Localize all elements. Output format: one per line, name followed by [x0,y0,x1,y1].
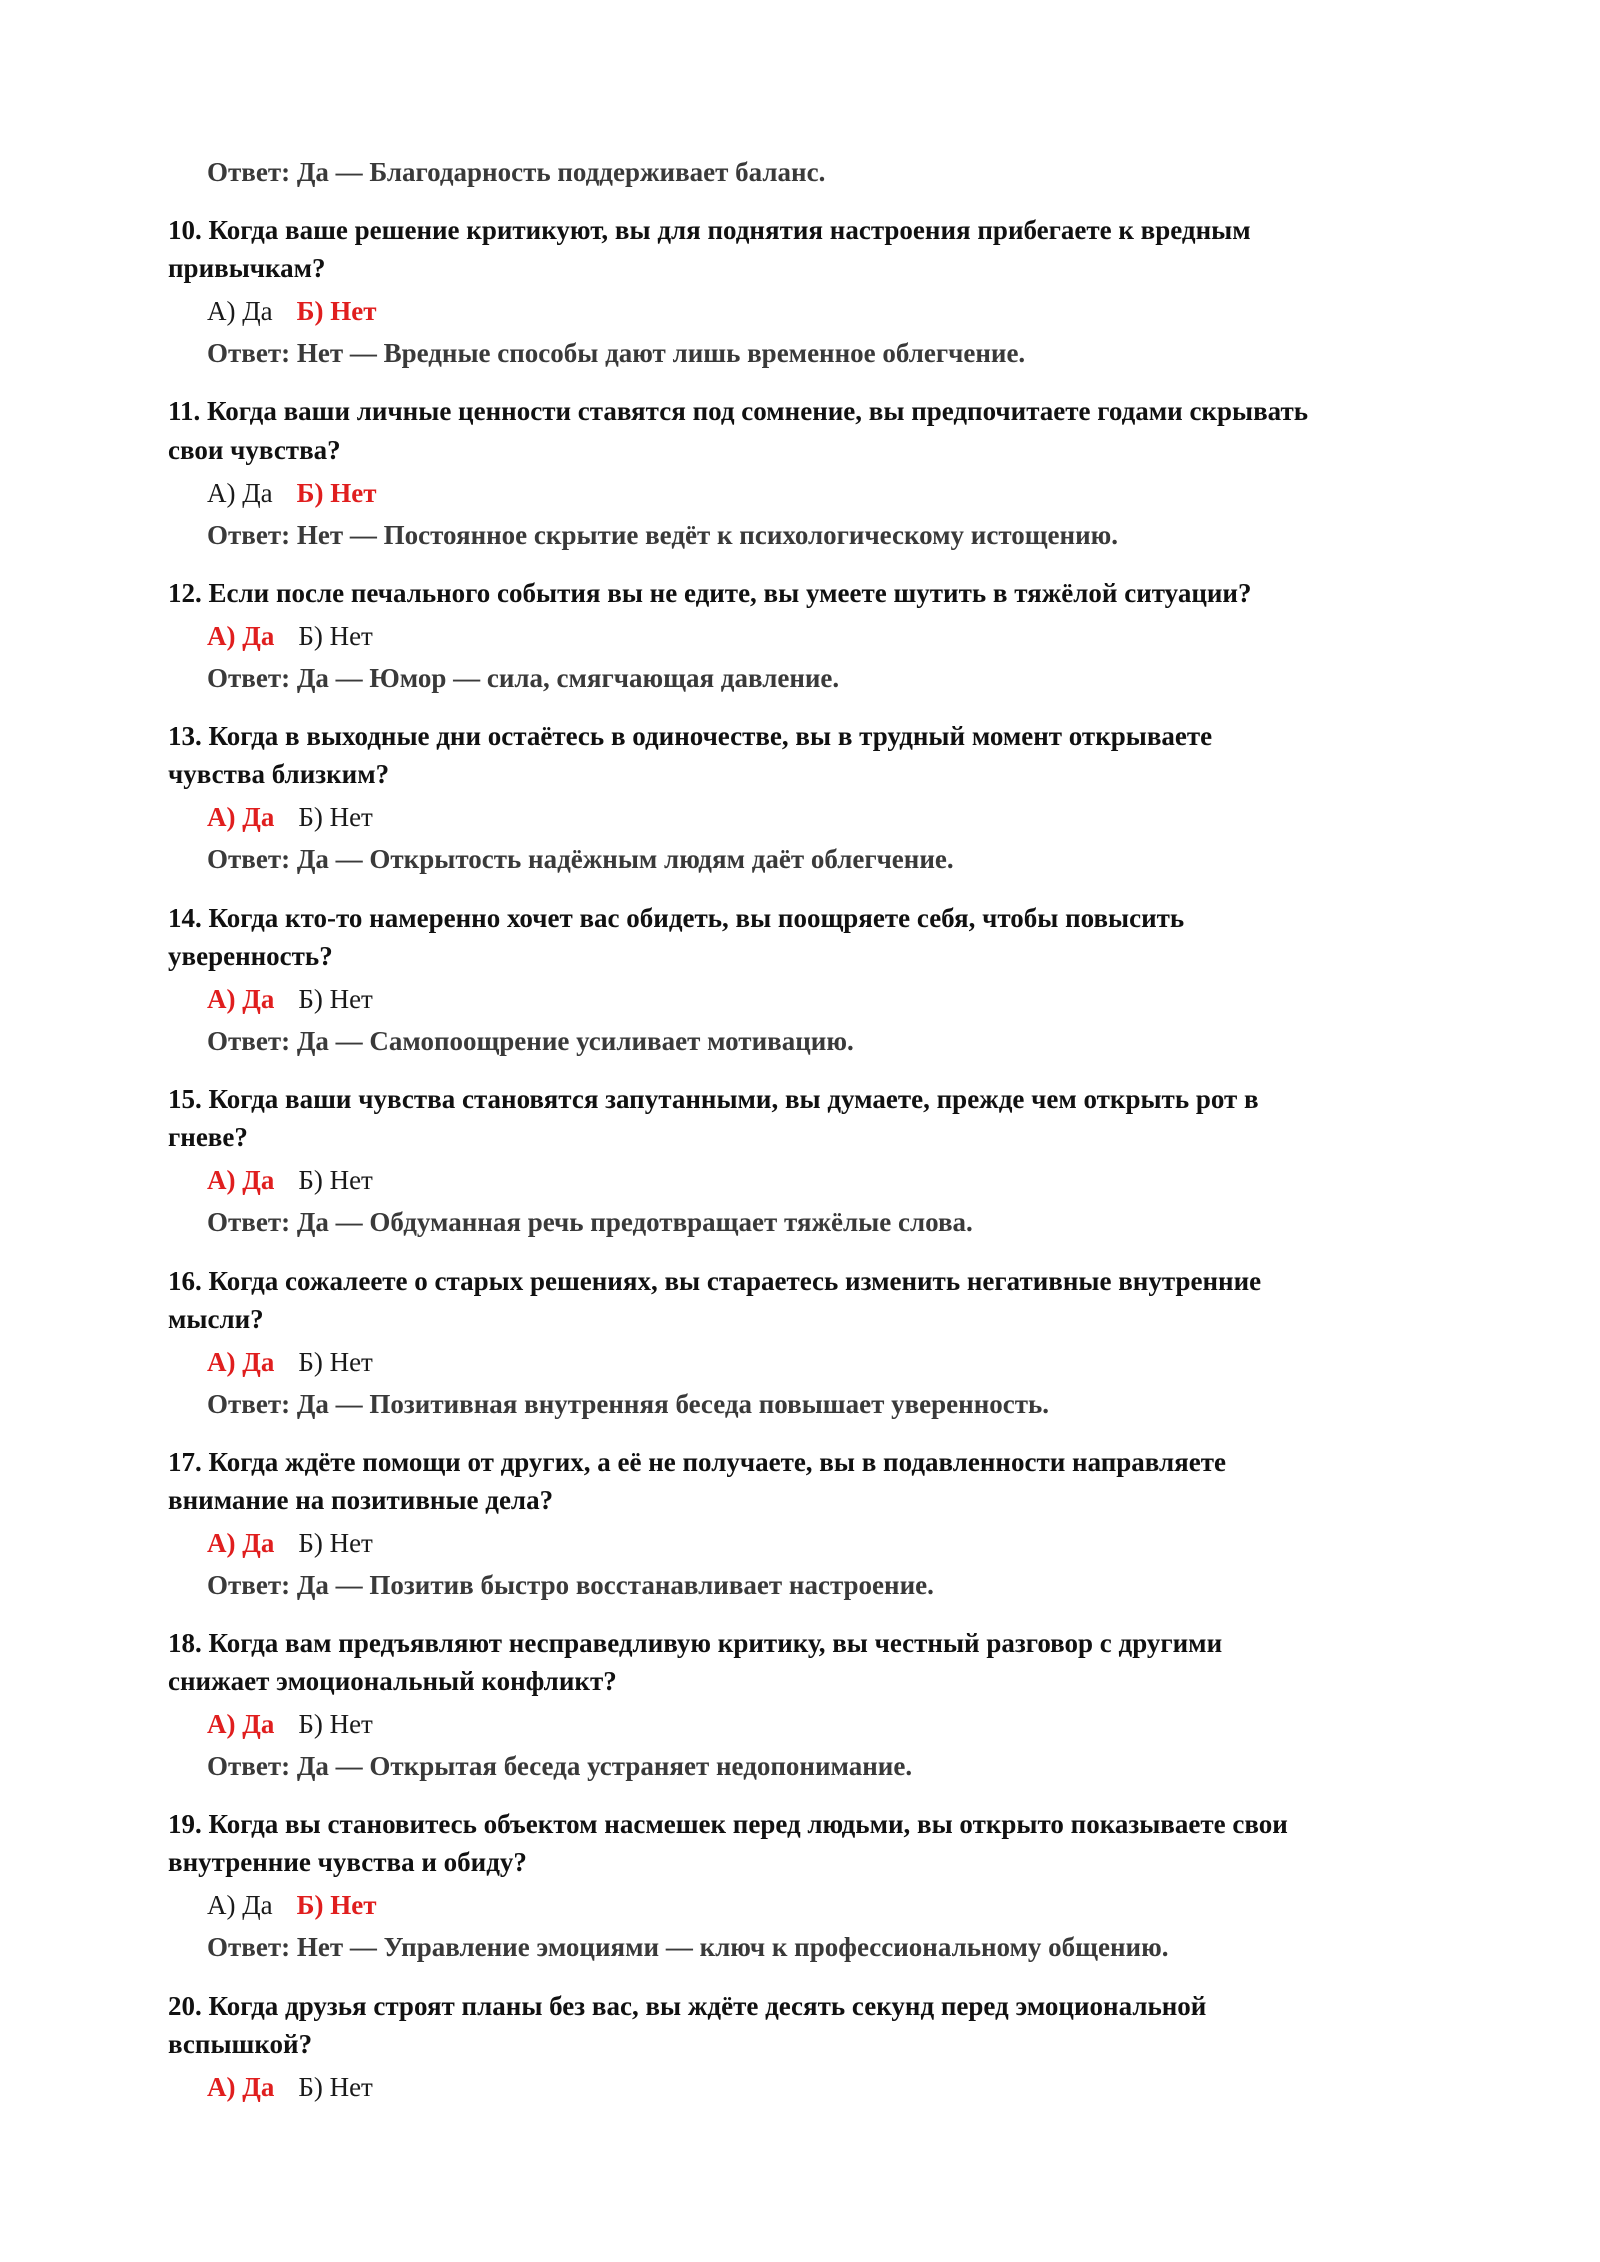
question-17-line-2: внимание на позитивные дела? [168,1485,554,1515]
question-13-line-2: чувства близким? [168,759,390,789]
question-14-line-1: 14. Когда кто-то намеренно хочет вас обидеть, вы поощряете себя, чтобы повысить [168,903,1185,933]
question-10-line-2: привычкам? [168,253,326,283]
question-11-line-2: свои чувства? [168,435,341,465]
question-13-line-1: 13. Когда в выходные дни остаётесь в одиночестве, вы в трудный момент открываете [168,721,1213,751]
question-12-line-1: 12. Если после печального события вы не едите, вы умеете шутить в тяжёлой ситуации? [168,578,1252,608]
options-17 [207,1526,373,1560]
question-16-line-1: 16. Когда сожалеете о старых решениях, вы стараетесь изменить негативные внутренние [168,1266,1262,1296]
option-b-13: Б) Нет [298,802,373,832]
option-a-18-correct: А) Да [207,1709,275,1739]
option-b-18: Б) Нет [298,1709,373,1739]
answer-explanation-13: Ответ: Да — Открытость надёжным людям даёт облегчение. [207,844,954,874]
option-a-12-correct: А) Да [207,621,275,651]
question-15-line-2: гневе? [168,1122,248,1152]
answer-explanation-12: Ответ: Да — Юмор — сила, смягчающая давление. [207,663,840,693]
option-b-16: Б) Нет [298,1347,373,1377]
option-a-14-correct: А) Да [207,984,275,1014]
question-14-line-2: уверенность? [168,941,333,971]
answer-explanation-19: Ответ: Нет — Управление эмоциями — ключ к профессиональному общению. [207,1932,1169,1962]
option-b-20: Б) Нет [298,2072,373,2102]
option-a-15-correct: А) Да [207,1165,275,1195]
question-18-line-1: 18. Когда вам предъявляют несправедливую критику, вы честный разговор с другими [168,1628,1223,1658]
question-19-line-2: внутренние чувства и обиду? [168,1847,527,1877]
answer-explanation-10: Ответ: Нет — Вредные способы дают лишь временное облегчение. [207,338,1026,368]
option-b-14: Б) Нет [298,984,373,1014]
answer-explanation-18: Ответ: Да — Открытая беседа устраняет недопонимание. [207,1751,913,1781]
answer-explanation-17: Ответ: Да — Позитив быстро восстанавливает настроение. [207,1570,934,1600]
option-a-11: А) Да [207,478,273,508]
options-18 [207,1707,373,1741]
option-b-11-correct: Б) Нет [296,478,377,508]
option-a-13-correct: А) Да [207,802,275,832]
option-b-17: Б) Нет [298,1528,373,1558]
question-16-line-2: мысли? [168,1304,264,1334]
answer-explanation-16: Ответ: Да — Позитивная внутренняя беседа повышает уверенность. [207,1389,1050,1419]
options-19 [207,1888,377,1922]
answer-explanation-11: Ответ: Нет — Постоянное скрытие ведёт к психологическому истощению. [207,520,1119,550]
option-a-17-correct: А) Да [207,1528,275,1558]
options-20 [207,2070,373,2104]
option-a-16-correct: А) Да [207,1347,275,1377]
options-15 [207,1163,373,1197]
option-b-12: Б) Нет [298,621,373,651]
options-11 [207,476,377,510]
options-14 [207,982,373,1016]
answer-explanation-15: Ответ: Да — Обдуманная речь предотвращает тяжёлые слова. [207,1207,973,1237]
question-10-line-1: 10. Когда ваше решение критикуют, вы для поднятия настроения прибегаете к вредным [168,215,1251,245]
option-b-19-correct: Б) Нет [296,1890,377,1920]
question-17-line-1: 17. Когда ждёте помощи от других, а её не получаете, вы в подавленности направляете [168,1447,1226,1477]
question-11-line-1: 11. Когда ваши личные ценности ставятся под сомнение, вы предпочитаете годами скрывать [168,396,1308,426]
option-a-20-correct: А) Да [207,2072,275,2102]
question-20-line-1: 20. Когда друзья строят планы без вас, вы ждёте десять секунд перед эмоциональной [168,1991,1207,2021]
question-19-line-1: 19. Когда вы становитесь объектом насмешек перед людьми, вы открыто показываете свои [168,1809,1288,1839]
options-10 [207,294,377,328]
option-b-10-correct: Б) Нет [296,296,377,326]
question-20-line-2: вспышкой? [168,2029,313,2059]
option-a-19: А) Да [207,1890,273,1920]
answer-explanation-9: Ответ: Да — Благодарность поддерживает баланс. [207,157,826,187]
answer-explanation-14: Ответ: Да — Самопоощрение усиливает мотивацию. [207,1026,854,1056]
question-15-line-1: 15. Когда ваши чувства становятся запутанными, вы думаете, прежде чем открыть рот в [168,1084,1259,1114]
question-18-line-2: снижает эмоциональный конфликт? [168,1666,617,1696]
options-16 [207,1345,373,1379]
options-12 [207,619,373,653]
options-13 [207,800,373,834]
option-b-15: Б) Нет [298,1165,373,1195]
option-a-10: А) Да [207,296,273,326]
